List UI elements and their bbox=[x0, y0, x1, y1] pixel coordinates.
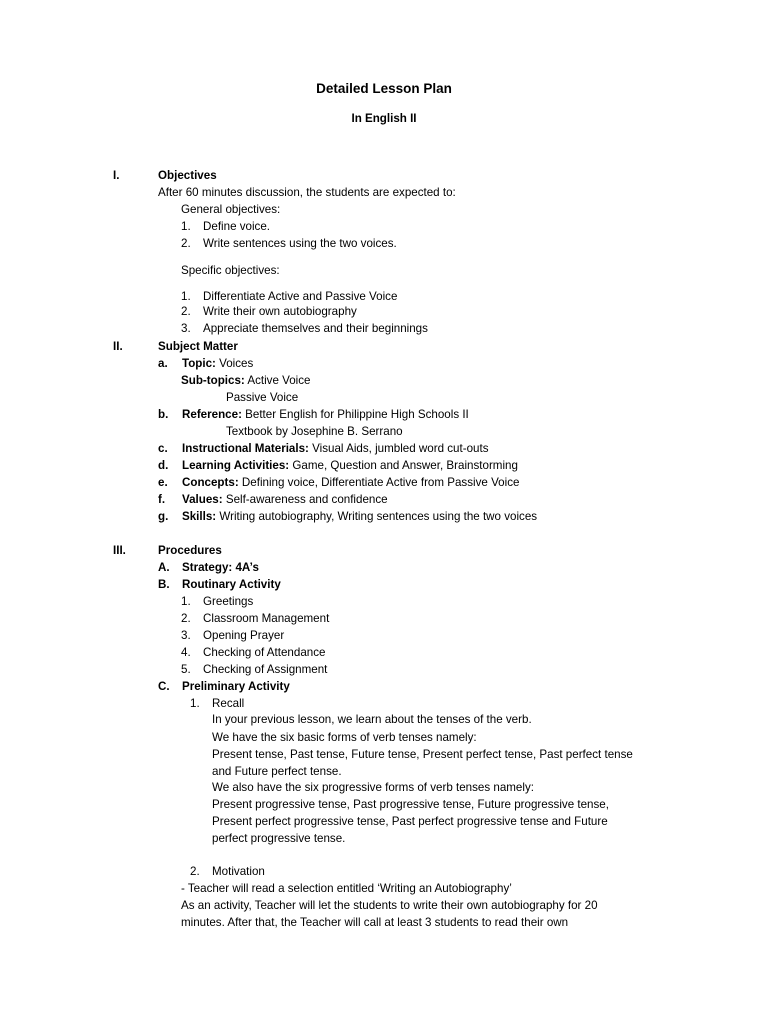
motivation-heading: 2. Motivation bbox=[190, 865, 265, 878]
subject-matter-item: c. Instructional Materials: Visual Aids, jumbled word cut-outs bbox=[158, 442, 489, 455]
subtopics-row: Sub-topics: Active Voice bbox=[181, 374, 311, 387]
recall-line: perfect progressive tense. bbox=[212, 832, 346, 845]
list-item: 2. Write sentences using the two voices. bbox=[181, 237, 397, 250]
specific-objectives-label: Specific objectives: bbox=[181, 264, 280, 277]
section-heading: Procedures bbox=[158, 544, 222, 557]
motivation-line: As an activity, Teacher will let the students to write their own autobiography for 20 bbox=[181, 899, 598, 912]
list-item: 1. Define voice. bbox=[181, 220, 271, 233]
list-item: 2. Write their own autobiography bbox=[181, 305, 357, 318]
recall-line: Present tense, Past tense, Future tense, Present perfect tense, Past perfect tense bbox=[212, 748, 633, 761]
section-heading: Subject Matter bbox=[158, 340, 238, 353]
recall-line: We also have the six progressive forms of verb tenses namely: bbox=[212, 781, 534, 794]
subject-matter-item: g. Skills: Writing autobiography, Writing sentences using the two voices bbox=[158, 510, 538, 523]
list-item: 3. Appreciate themselves and their beginnings bbox=[181, 322, 428, 335]
motivation-line: minutes. After that, the Teacher will call at least 3 students to read their own bbox=[181, 916, 569, 929]
page-subtitle: In English II bbox=[351, 112, 417, 125]
recall-heading: 1. Recall bbox=[190, 697, 245, 710]
list-item: 1. Greetings bbox=[181, 595, 254, 608]
recall-line: Present progressive tense, Past progressive tense, Future progressive tense, bbox=[212, 798, 609, 811]
list-item: 4. Checking of Attendance bbox=[181, 646, 326, 659]
recall-line: In your previous lesson, we learn about the tenses of the verb. bbox=[212, 713, 532, 726]
section-heading: Objectives bbox=[158, 169, 217, 182]
strategy-row: A. Strategy: 4A’s bbox=[158, 561, 259, 574]
subject-matter-item: f. Values: Self-awareness and confidence bbox=[158, 493, 388, 506]
recall-line: We have the six basic forms of verb tenses namely: bbox=[212, 731, 477, 744]
general-objectives-label: General objectives: bbox=[181, 203, 281, 216]
routinary-row: B. Routinary Activity bbox=[158, 578, 281, 591]
recall-line: and Future perfect tense. bbox=[212, 765, 342, 778]
list-item: 2. Classroom Management bbox=[181, 612, 330, 625]
section-numeral: II. bbox=[113, 340, 123, 353]
list-item: 1. Differentiate Active and Passive Voice bbox=[181, 290, 398, 303]
recall-line: Present perfect progressive tense, Past perfect progressive tense and Future bbox=[212, 815, 608, 828]
section-numeral: I. bbox=[113, 169, 120, 182]
preliminary-row: C. Preliminary Activity bbox=[158, 680, 290, 693]
page-title: Detailed Lesson Plan bbox=[316, 81, 452, 96]
objectives-intro: After 60 minutes discussion, the students are expected to: bbox=[158, 186, 456, 199]
reference-row: b. Reference: Better English for Philippine High Schools II bbox=[158, 408, 469, 421]
topic-row: a. Topic: Voices bbox=[158, 357, 254, 370]
motivation-line: - Teacher will read a selection entitled ‘Writing an Autobiography’ bbox=[181, 882, 512, 895]
reference-continued: Textbook by Josephine B. Serrano bbox=[226, 425, 403, 438]
list-item: 3. Opening Prayer bbox=[181, 629, 285, 642]
subject-matter-item: e. Concepts: Defining voice, Differentiate Active from Passive Voice bbox=[158, 476, 520, 489]
list-item: 5. Checking of Assignment bbox=[181, 663, 328, 676]
section-numeral: III. bbox=[113, 544, 126, 557]
subject-matter-item: d. Learning Activities: Game, Question and Answer, Brainstorming bbox=[158, 459, 518, 472]
subtopics-continued: Passive Voice bbox=[226, 391, 299, 404]
